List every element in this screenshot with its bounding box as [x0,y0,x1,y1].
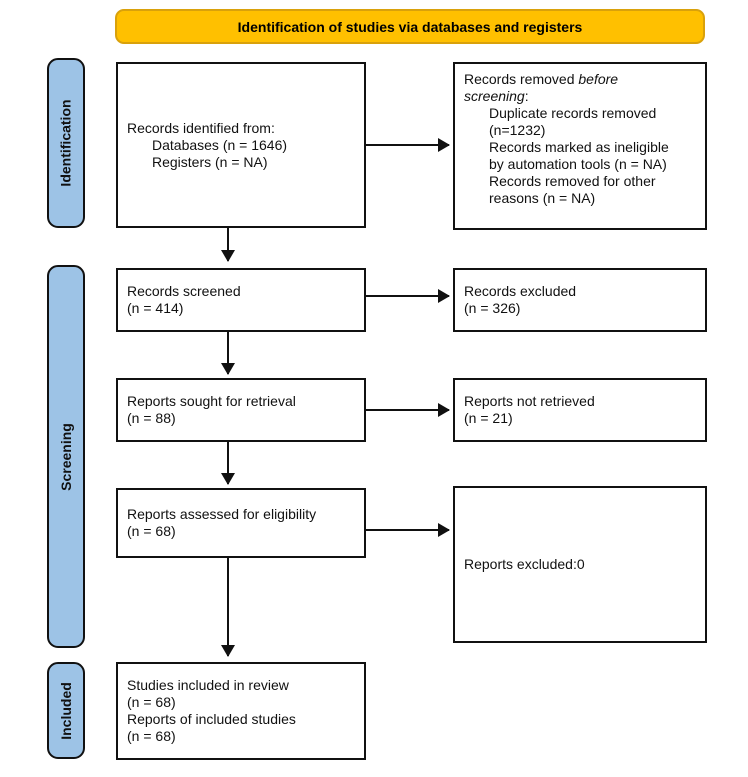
reports-included-count: (n = 68) [127,728,176,744]
phase-label-included-text: Included [58,681,74,740]
records-screened-label: Records screened [127,283,241,299]
phase-label-screening-text: Screening [58,422,75,491]
phase-label-identification [47,58,85,228]
records-excluded-count: (n = 326) [464,300,521,316]
records-identified-registers: Registers (n = NA) [152,153,268,170]
records-removed-duplicates-line1: Duplicate records removed [489,105,657,121]
records-removed-duplicates-line2: (n=1232) [489,122,546,138]
reports-sought-count: (n = 88) [127,410,176,426]
records-screened-count: (n = 414) [127,300,184,316]
records-removed-other-line2: reasons (n = NA) [489,190,596,206]
reports-included-label: Reports of included studies [127,711,296,727]
reports-assessed-label: Reports assessed for eligibility [127,506,317,522]
records-identified-title: Records identified from: [127,119,275,136]
records-removed-title-line1 [464,71,696,88]
reports-not-retrieved-label: Reports not retrieved [464,393,595,409]
box-records-screened [116,268,366,332]
records-removed-title-line2 [464,88,696,105]
reports-sought-label: Reports sought for retrieval [127,393,296,409]
box-studies-included [116,662,366,760]
box-reports-excluded [453,486,707,643]
phase-label-screening [47,265,85,648]
box-reports-assessed [116,488,366,558]
box-reports-not-retrieved [453,378,707,442]
records-removed-title-italic1: before [578,71,619,87]
records-removed-title-italic2: screening [464,88,525,104]
reports-assessed-count: (n = 68) [127,523,176,539]
reports-excluded-label: Reports excluded:0 [464,556,585,572]
records-removed-other-line1: Records removed for other [489,173,656,189]
phase-label-included [47,662,85,759]
phase-label-identification-text: Identification [58,99,74,187]
box-records-removed [453,62,707,230]
records-removed-title-colon: : [524,88,529,104]
reports-not-retrieved-count: (n = 21) [464,410,513,426]
records-removed-title-regular: Records removed [464,71,579,87]
box-records-excluded [453,268,707,332]
box-records-identified [116,62,366,228]
records-removed-automation-line1: Records marked as ineligible [489,139,669,155]
box-reports-sought [116,378,366,442]
records-identified-databases: Databases (n = 1646) [152,136,288,153]
records-removed-automation-line2: by automation tools (n = NA) [489,156,667,172]
records-excluded-label: Records excluded [464,283,577,299]
studies-included-count: (n = 68) [127,694,176,710]
diagram-title-banner [115,9,705,44]
diagram-title: Identification of studies via databases and registers [237,18,583,35]
studies-included-label: Studies included in review [127,677,289,693]
